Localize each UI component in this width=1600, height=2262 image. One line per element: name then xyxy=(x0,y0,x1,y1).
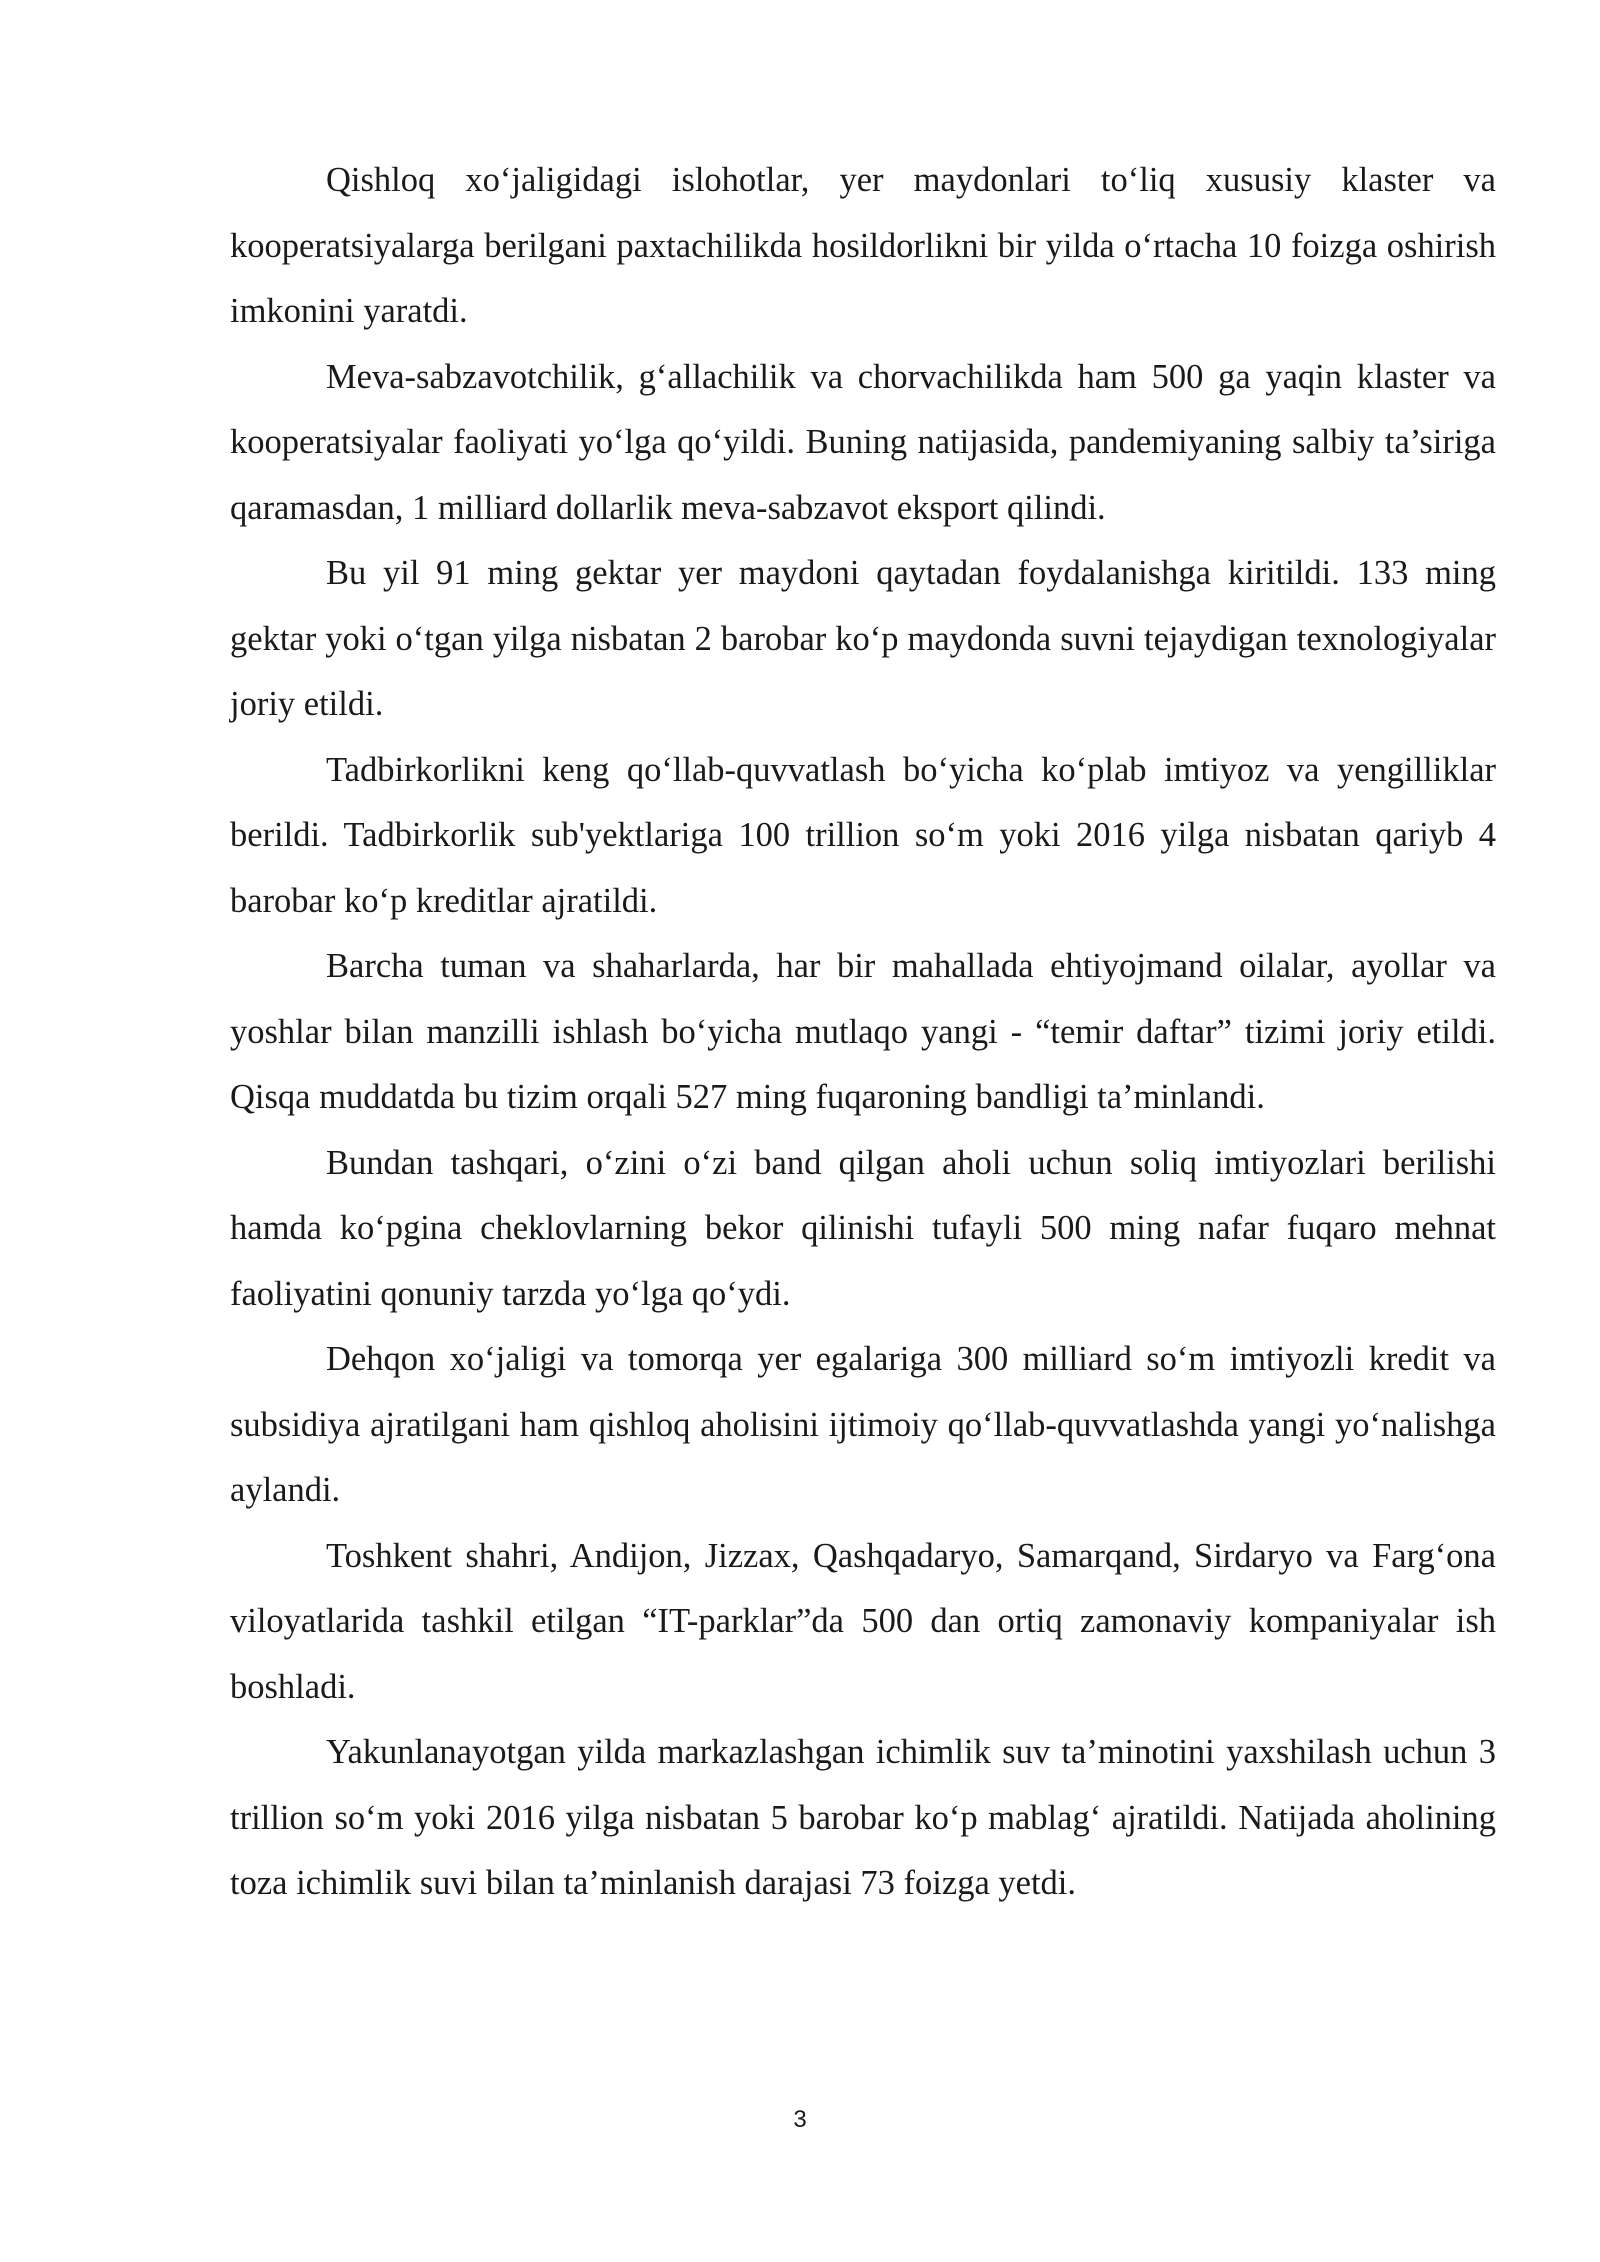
paragraph: Tadbirkorlikni keng qo‘llab-quvvatlash bo‘yicha ko‘plab imtiyoz va yengilliklar berildi. Tadbirkorlik sub'yektlariga 100 trillion so‘m yoki 2016 yilga nisbatan qariyb 4 barobar ko‘p kreditlar ajratildi. xyxy=(230,750,1496,920)
paragraph: Toshkent shahri, Andijon, Jizzax, Qashqadaryo, Samarqand, Sirdaryo va Farg‘ona viloyatlarida tashkil etilgan “IT-parklar”da 500 dan ortiq zamonaviy kompaniyalar ish boshladi. xyxy=(230,1536,1496,1706)
paragraph: Qishloq xo‘jaligidagi islohotlar, yer maydonlari to‘liq xususiy klaster va kooperatsiyalarga berilgani paxtachilikda hosildorlikni bir yilda o‘rtacha 10 foizga oshirish imkonini yaratdi. xyxy=(230,161,1496,330)
paragraph: Yakunlanayotgan yilda markazlashgan ichimlik suv ta’minotini yaxshilash uchun 3 trillion so‘m yoki 2016 yilga nisbatan 5 barobar ko‘p mablag‘ ajratildi. Natijada aholining toza ichimlik suvi bilan ta’minlanish darajasi 73 foizga yetdi. xyxy=(230,1733,1496,1902)
paragraph: Barcha tuman va shaharlarda, har bir mahallada ehtiyojmand oilalar, ayollar va yoshlar bilan manzilli ishlash bo‘yicha mutlaqo yangi - “temir daftar” tizimi joriy etildi. Qisqa muddatda bu tizim orqali 527 ming fuqaroning bandligi ta’minlandi. xyxy=(230,947,1496,1116)
document-body xyxy=(230,148,1496,1917)
paragraph: Bu yil 91 ming gektar yer maydoni qaytadan foydalanishga kiritildi. 133 ming gektar yoki o‘tgan yilga nisbatan 2 barobar ko‘p maydonda suvni tejaydigan texnologiyalar joriy etildi. xyxy=(230,554,1496,723)
page-number: 3 xyxy=(793,2106,807,2133)
paragraph: Meva-sabzavotchilik, g‘allachilik va chorvachilikda ham 500 ga yaqin klaster va kooperatsiyalar faoliyati yo‘lga qo‘yildi. Buning natijasida, pandemiyaning salbiy ta’siriga qaramasdan, 1 milliard dollarlik meva-sabzavot eksport qilindi. xyxy=(230,357,1496,527)
paragraph: Bundan tashqari, o‘zini o‘zi band qilgan aholi uchun soliq imtiyozlari berilishi hamda ko‘pgina cheklovlarning bekor qilinishi tufayli 500 ming nafar fuqaro mehnat faoliyatini qonuniy tarzda yo‘lga qo‘ydi. xyxy=(230,1143,1496,1313)
paragraph: Dehqon xo‘jaligi va tomorqa yer egalariga 300 milliard so‘m imtiyozli kredit va subsidiya ajratilgani ham qishloq aholisini ijtimoiy qo‘llab-quvvatlashda yangi yo‘nalishga aylandi. xyxy=(230,1340,1496,1509)
